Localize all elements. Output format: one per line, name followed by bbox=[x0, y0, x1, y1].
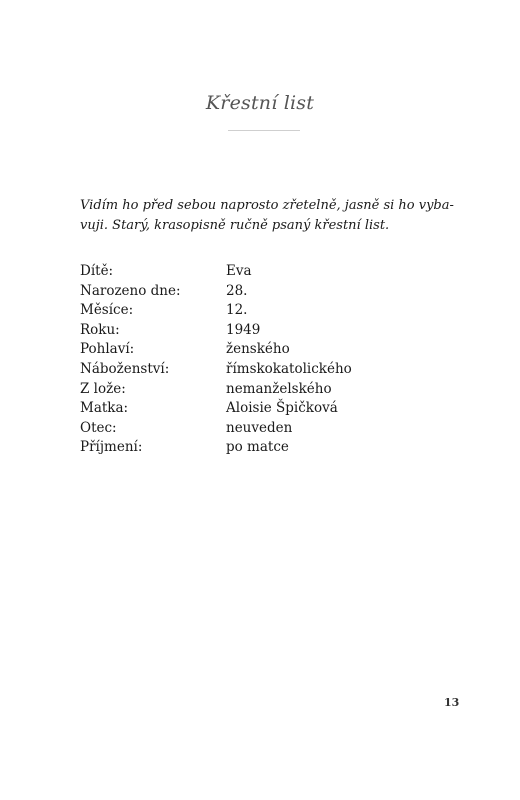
record-label: Matka: bbox=[80, 400, 129, 417]
record-value: římskokatolického bbox=[226, 360, 352, 377]
intro-paragraph bbox=[80, 196, 460, 236]
record-value: 1949 bbox=[226, 321, 261, 338]
record-row-year bbox=[80, 321, 352, 341]
record-row-religion bbox=[80, 360, 352, 380]
record-value: neuveden bbox=[226, 419, 293, 436]
record-label: Dítě: bbox=[80, 263, 114, 279]
record-label: Pohlaví: bbox=[80, 341, 135, 358]
record-label: Příjmení: bbox=[80, 439, 143, 456]
record-value: nemanželského bbox=[226, 380, 332, 397]
intro-line: Vidím ho před sebou naprosto zřetelně, jasně si ho vyba- bbox=[80, 198, 454, 213]
record-value: Eva bbox=[226, 263, 252, 279]
record-row-birth-day bbox=[80, 282, 352, 302]
record-row-child bbox=[80, 262, 352, 282]
record-label: Z lože: bbox=[80, 380, 126, 397]
record-label: Náboženství: bbox=[80, 360, 170, 377]
record-label: Otec: bbox=[80, 419, 117, 436]
baptism-record bbox=[80, 262, 352, 458]
record-value: Aloisie Špičková bbox=[226, 400, 338, 417]
record-value: 12. bbox=[226, 302, 248, 319]
record-label: Měsíce: bbox=[80, 302, 134, 319]
record-value: 28. bbox=[226, 282, 248, 299]
title-divider bbox=[228, 130, 300, 131]
record-row-father bbox=[80, 419, 352, 439]
record-label: Narozeno dne: bbox=[80, 282, 181, 299]
record-row-surname bbox=[80, 438, 352, 458]
record-label: Roku: bbox=[80, 321, 120, 338]
record-row-mother bbox=[80, 399, 352, 419]
intro-line: vuji. Starý, krasopisně ručně psaný křestní list. bbox=[80, 218, 390, 233]
record-row-legitimacy bbox=[80, 380, 352, 400]
record-value: po matce bbox=[226, 439, 289, 456]
record-row-month bbox=[80, 301, 352, 321]
chapter-title: Křestní list bbox=[205, 92, 315, 114]
page-number: 13 bbox=[444, 696, 460, 709]
record-row-sex bbox=[80, 340, 352, 360]
record-value: ženského bbox=[226, 341, 290, 358]
